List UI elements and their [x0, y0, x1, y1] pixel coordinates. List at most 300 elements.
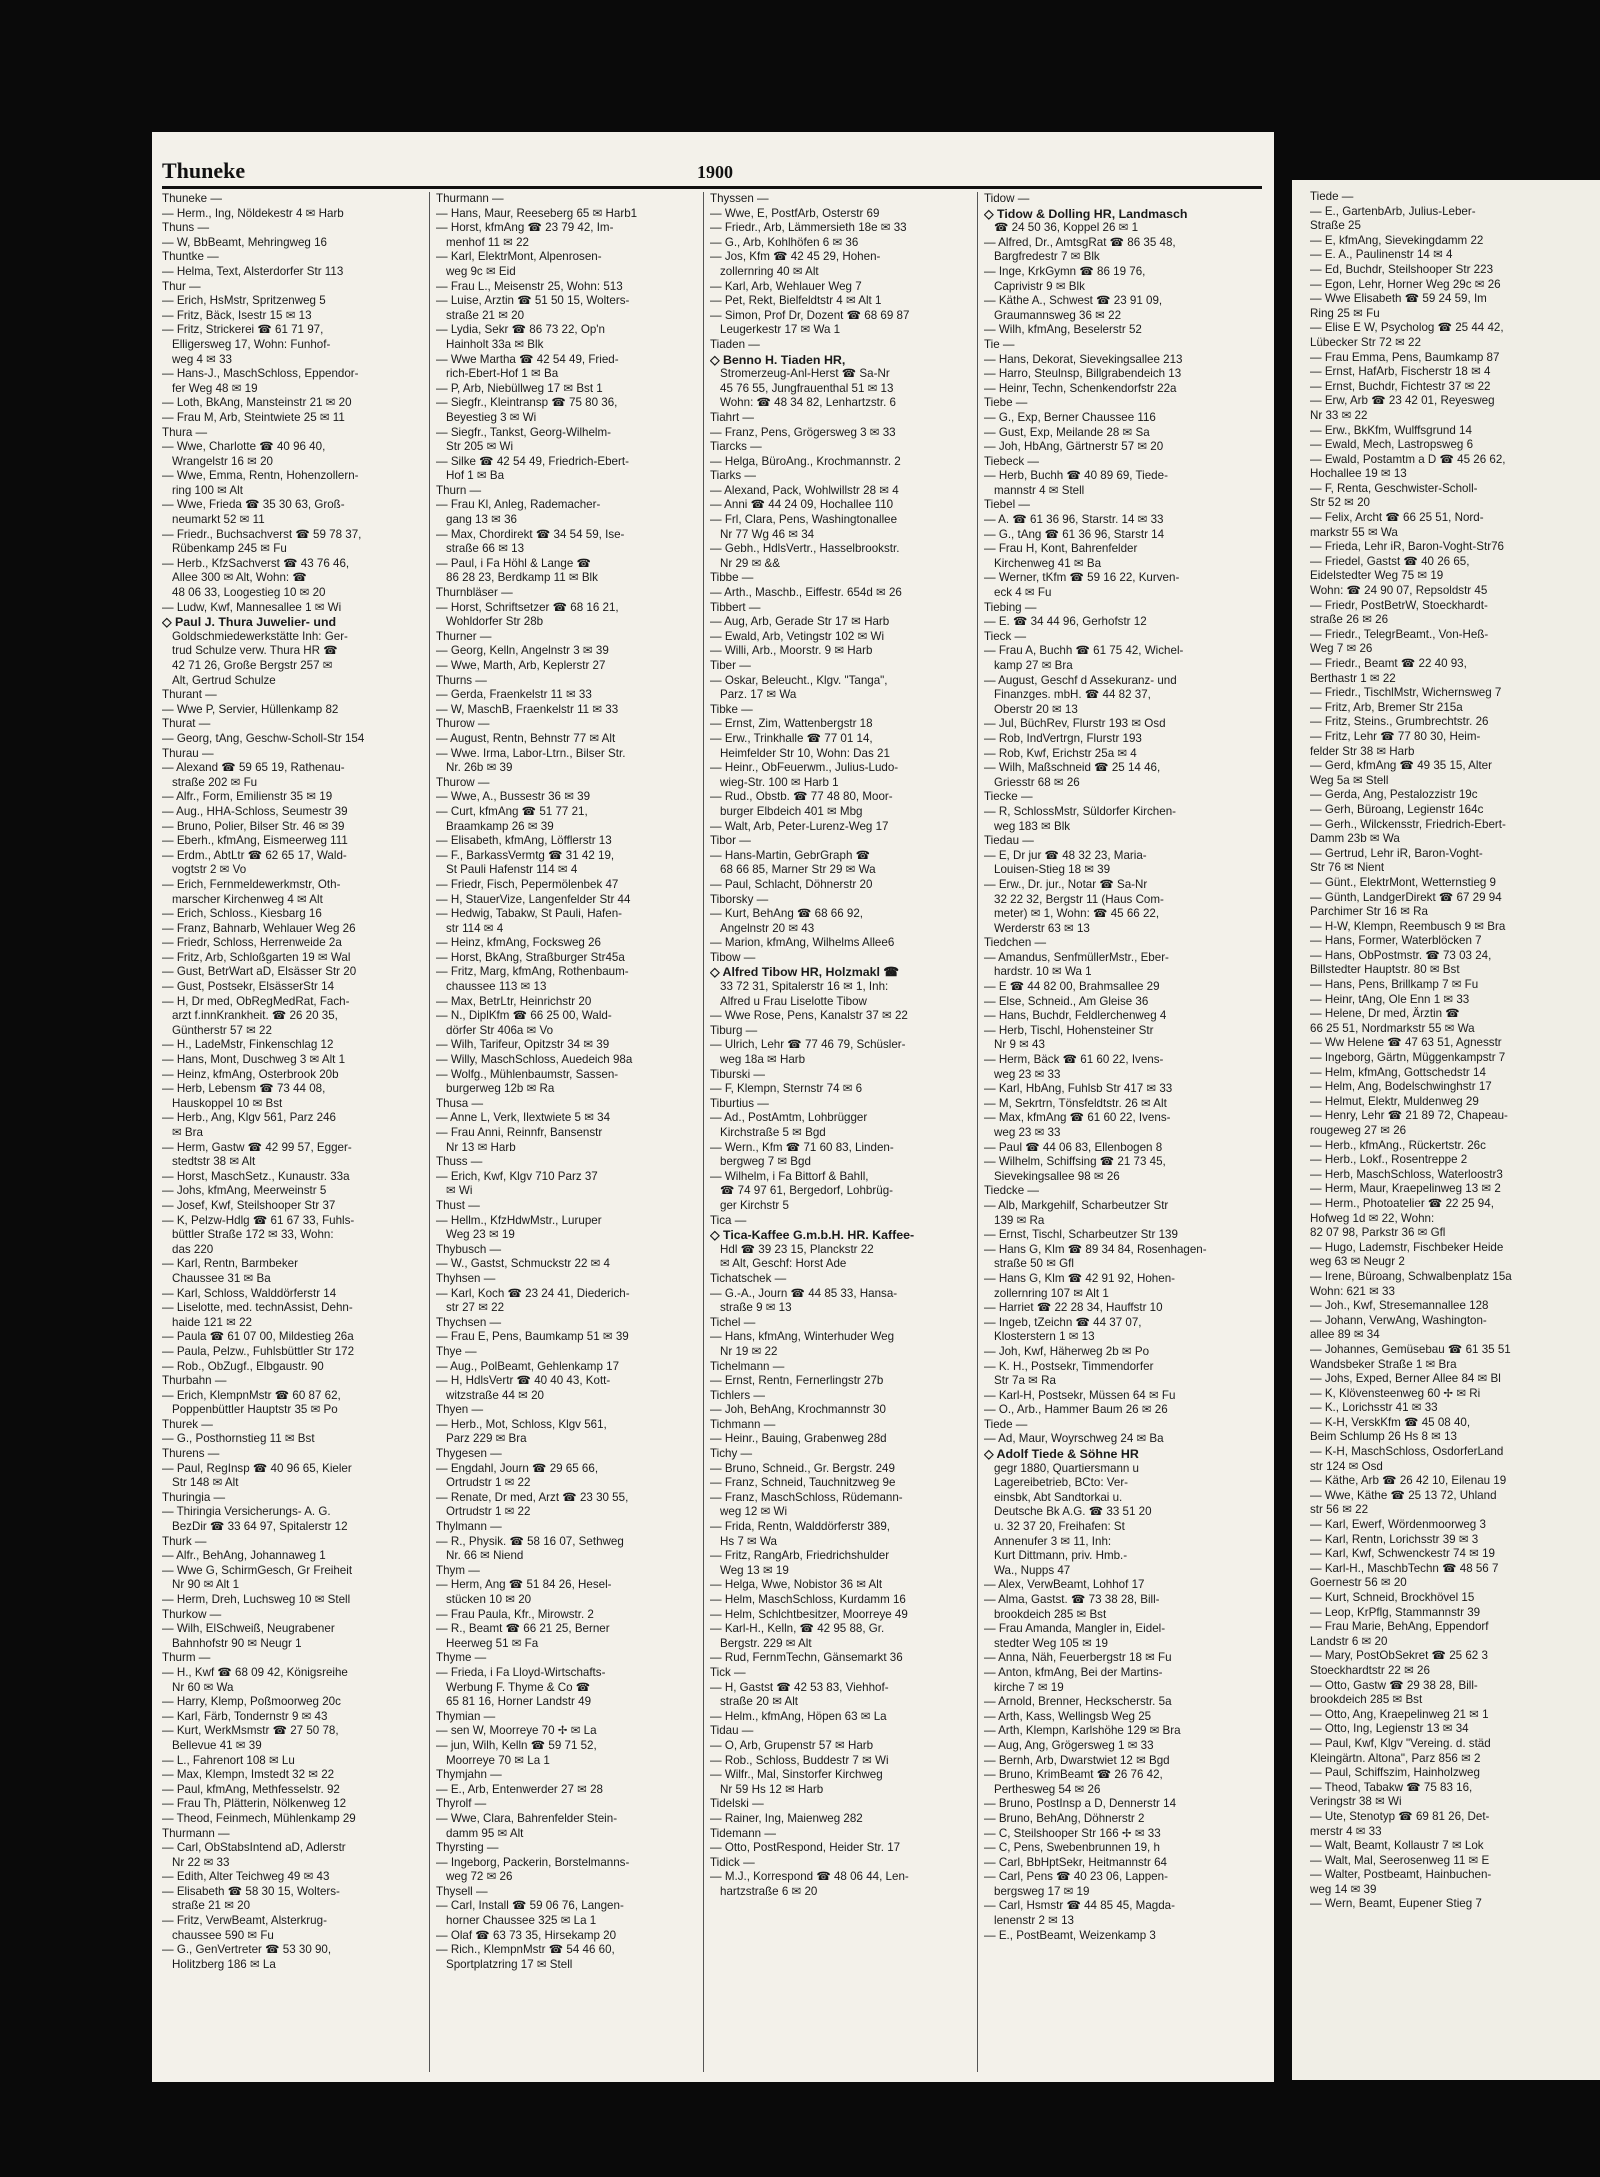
directory-entry-line: — Fritz, Arb, Bremer Str 215a	[1310, 700, 1463, 714]
directory-entry-line: — G., GenVertreter ☎ 53 30 90,	[162, 1943, 332, 1957]
directory-entry-line: — Friedr., TelegrBeamt., Von-Heß-	[1310, 627, 1489, 641]
directory-entry-line: — Frieda, Lehr iR, Baron-Voght-Str76	[1310, 540, 1504, 554]
directory-entry-line: Weg 5a ✉ Stell	[1310, 773, 1389, 787]
directory-entry-line: — E., PostBeamt, Weizenkamp 3	[984, 1928, 1156, 1942]
directory-entry-line: — Karl, Koch ☎ 23 24 41, Diederich-	[436, 1286, 630, 1300]
directory-entry-line: straße 202 ✉ Fu	[172, 775, 258, 789]
directory-entry-line: — L., Fahrenort 108 ✉ Lu	[162, 1753, 295, 1767]
directory-entry-line: Braamkamp 26 ✉ 39	[446, 819, 554, 833]
directory-entry-line: weg 18a ✉ Harb	[720, 1053, 806, 1067]
directory-entry-line: — Ernst, HafArb, Fischerstr 18 ✉ 4	[1310, 365, 1491, 379]
directory-entry-line: — Helm, kfmAng, Gottschedstr 14	[1310, 1065, 1486, 1079]
directory-entry-line: — Kurt, BehAng ☎ 68 66 92,	[710, 907, 864, 921]
directory-entry-line: Sportplatzring 17 ✉ Stell	[446, 1957, 573, 1971]
directory-entry-line: Thurant —	[162, 688, 217, 702]
directory-entry-line: — Erw., BkKfm, Wulffsgrund 14	[1310, 423, 1472, 437]
directory-entry-line: — Heinr, Techn, Schenkendorfstr 22a	[984, 381, 1177, 395]
directory-entry-line: Klosterstern 1 ✉ 13	[994, 1330, 1095, 1344]
directory-entry-line: Tidick —	[710, 1855, 755, 1869]
directory-entry-line: — Edith, Alter Teichweg 49 ✉ 43	[162, 1870, 330, 1884]
directory-entry-line: — Loth, BkAng, Mansteinstr 21 ✉ 20	[162, 396, 352, 410]
directory-entry-line: — Alb, Markgehilf, Scharbeutzer Str	[984, 1198, 1169, 1212]
directory-entry-line: — Georg, Kelln, Angelnstr 3 ✉ 39	[436, 644, 609, 658]
directory-entry-line: Tichatschek —	[710, 1271, 787, 1285]
directory-entry-line: — H, Gastst ☎ 42 53 83, Viehhof-	[710, 1680, 889, 1694]
directory-entry-line: — Horst, kfmAng ☎ 23 79 42, Im-	[436, 221, 614, 235]
directory-entry-line: — Hedwig, Tabakw, St Pauli, Hafen-	[436, 907, 623, 921]
directory-entry-line: BezDir ☎ 33 64 97, Spitalerstr 12	[172, 1520, 348, 1534]
next-page-fragment	[1292, 180, 1600, 2080]
directory-entry-line: — Eberh., kfmAng, Eismeerweg 111	[162, 834, 348, 848]
directory-entry-line: — G., tAng ☎ 61 36 96, Starstr 14	[984, 527, 1165, 541]
directory-entry-line: Tica —	[710, 1213, 747, 1227]
directory-entry-line: Tiebel —	[984, 498, 1030, 512]
directory-entry-line: — Wwe, Marth, Arb, Keplerstr 27	[436, 659, 606, 672]
directory-entry-line: Thurk —	[162, 1534, 207, 1548]
directory-entry-line: Allee 300 ✉ Alt, Wohn: ☎	[172, 571, 307, 585]
directory-entry-line: Wandsbeker Straße 1 ✉ Bra	[1310, 1357, 1457, 1371]
directory-entry-line: — Johs, Exped, Berner Allee 84 ✉ Bl	[1310, 1372, 1501, 1386]
directory-entry-line: — Wern, Beamt, Eupener Stieg 7	[1310, 1897, 1482, 1911]
directory-entry-line: — Rich., KlempnMstr ☎ 54 46 60,	[436, 1943, 615, 1957]
directory-entry-line: — Hans-Martin, GebrGraph ☎	[710, 848, 871, 862]
directory-entry-line: — Herm, Dreh, Luchsweg 10 ✉ Stell	[162, 1593, 351, 1606]
directory-entry-line: chaussee 113 ✉ 13	[446, 980, 547, 994]
directory-entry-line: ☎ 24 50 36, Koppel 26 ✉ 1	[994, 221, 1139, 235]
directory-entry-line: — Wilh, kfmAng, Beselerstr 52	[984, 323, 1142, 337]
directory-entry-line: — Herm, Gastw ☎ 42 99 57, Egger-	[162, 1140, 352, 1154]
directory-entry-line: Tieck —	[984, 629, 1027, 643]
directory-entry-line: — Friedel, Gastst ☎ 40 26 65,	[1310, 554, 1470, 568]
directory-entry-line: — Max, Chordirekt ☎ 34 54 59, Ise-	[436, 527, 625, 541]
directory-entry-line: einsbk, Abt Sandtorkai u.	[994, 1490, 1123, 1504]
directory-entry-line: Hof 1 ✉ Ba	[446, 469, 505, 483]
directory-entry-line: — Gust, Exp, Meilande 28 ✉ Sa	[984, 425, 1150, 439]
directory-entry-line: — Wwe P, Servier, Hüllenkamp 82	[162, 702, 339, 716]
directory-entry-line: — Rob., ObZugf., Elbgaustr. 90	[162, 1359, 324, 1373]
directory-entry-line: — Heinr., Bauing, Grabenweg 28d	[710, 1432, 887, 1446]
directory-entry-line: — Hellm., KfzHdwMstr., Luruper	[436, 1213, 602, 1227]
directory-entry-line: Stoeckhardtstr 22 ✉ 26	[1310, 1663, 1430, 1677]
directory-entry-line: — Ernst, Buchdr, Fichtestr 37 ✉ 22	[1310, 379, 1491, 393]
directory-entry-line: Tibow —	[710, 950, 756, 964]
directory-entry-line: — Franz, Bahnarb, Wehlauer Weg 26	[162, 921, 356, 935]
directory-entry-line: — Simon, Prof Dr, Dozent ☎ 68 69 87	[710, 308, 910, 322]
directory-entry-line: — Marion, kfmAng, Wilhelms Allee6	[710, 936, 895, 950]
directory-entry-line: — Rob, IndVertrgn, Flurstr 193	[984, 731, 1142, 745]
directory-entry-line: — Wwe Rose, Pens, Kanalstr 37 ✉ 22	[710, 1009, 908, 1023]
directory-entry-line: Stromerzeug-Anl-Herst ☎ Sa-Nr	[720, 367, 890, 381]
directory-entry-line: Tiahrt —	[710, 410, 755, 424]
directory-entry-line: — K, Klövensteenweg 60 ✢ ✉ Ri	[1310, 1386, 1481, 1400]
directory-entry-line: — E. A., Paulinenstr 14 ✉ 4	[1310, 248, 1453, 262]
directory-entry-line: allee 89 ✉ 34	[1310, 1328, 1380, 1342]
directory-entry-line: — Bruno, Schneid., Gr. Bergstr. 249	[710, 1461, 895, 1475]
directory-entry-line: Thyssen —	[710, 192, 769, 205]
directory-entry-line: — Alex, VerwBeamt, Lohhof 17	[984, 1578, 1145, 1592]
directory-entry-line: — Walt, Arb, Peter-Lurenz-Weg 17	[710, 819, 889, 833]
directory-entry-line: — Harriet ☎ 22 28 34, Hauffstr 10	[984, 1301, 1163, 1315]
directory-entry-line: Rübenkamp 245 ✉ Fu	[172, 542, 287, 556]
directory-entry-line: — Heinr, tAng, Ole Enn 1 ✉ 33	[1310, 992, 1470, 1006]
directory-entry-line: — Hugo, Lademstr, Fischbeker Heide	[1310, 1240, 1504, 1254]
directory-entry-line: — Wilh, Maßschneid ☎ 25 14 46,	[984, 761, 1161, 775]
directory-entry-line: — Carl, Hsmstr ☎ 44 85 45, Magda-	[984, 1899, 1175, 1913]
directory-entry-line: Thym —	[436, 1563, 480, 1577]
directory-entry-line: Chaussee 31 ✉ Ba	[172, 1271, 271, 1285]
directory-entry-line: ◇ Alfred Tibow HR, Holzmakl ☎	[710, 965, 899, 980]
directory-entry-line: Hofweg 1d ✉ 22, Wohn:	[1310, 1211, 1435, 1225]
directory-entry-line: — Paula, Pelzw., Fuhlsbüttler Str 172	[162, 1344, 355, 1358]
directory-entry-line: Leugerkestr 17 ✉ Wa 1	[720, 323, 841, 337]
directory-entry-line: — Friedr., Arb, Lämmersieth 18e ✉ 33	[710, 221, 907, 235]
directory-entry-line: — Harro, Steulnsp, Billgrabendeich 13	[984, 367, 1182, 381]
directory-entry-line: hardstr. 10 ✉ Wa 1	[994, 965, 1092, 979]
directory-entry-line: Str 148 ✉ Alt	[172, 1476, 239, 1490]
directory-entry-line: — Herb., Mot, Schloss, Klgv 561,	[436, 1417, 607, 1431]
directory-entry-line: — Harry, Klemp, Poßmoorweg 20c	[162, 1695, 341, 1709]
directory-entry-line: — Gerda, Ang, Pestalozzistr 19c	[1310, 788, 1478, 802]
directory-entry-line: fer Weg 48 ✉ 19	[172, 381, 258, 395]
directory-entry-line: 33 72 31, Spitalerstr 16 ✉ 1, Inh:	[720, 980, 889, 994]
directory-entry-line: Graumannsweg 36 ✉ 22	[994, 308, 1122, 322]
directory-entry-line: — Ernst, Tischl, Scharbeutzer Str 139	[984, 1228, 1178, 1242]
directory-entry-line: — Joh, Kwf, Häherweg 2b ✉ Po	[984, 1344, 1150, 1358]
directory-entry-line: — Josef, Kwf, Steilshooper Str 37	[162, 1198, 336, 1212]
directory-entry-line: Thurow —	[436, 717, 490, 731]
directory-entry-line: — Inge, KrkGymn ☎ 86 19 76,	[984, 264, 1146, 278]
directory-entry-line: — Herm, Bäck ☎ 61 60 22, Ivens-	[984, 1053, 1164, 1067]
directory-entry-line: weg 23 ✉ 33	[994, 1067, 1061, 1081]
directory-entry-line: Tibbe —	[710, 571, 754, 585]
directory-entry-line: — Leop, KrPflg, Stammannstr 39	[1310, 1605, 1481, 1619]
directory-entry-line: bergsweg 17 ✉ 19	[994, 1884, 1090, 1898]
directory-entry-line: — Herb., Lokf., Rosentreppe 2	[1310, 1153, 1468, 1167]
directory-entry-line: — Aug, Arb, Gerade Str 17 ✉ Harb	[710, 615, 890, 629]
directory-entry-line: Hs 7 ✉ Wa	[720, 1534, 777, 1548]
directory-entry-line: — Ed, Buchdr, Steilshooper Str 223	[1310, 262, 1494, 276]
directory-entry-line: ◇ Paul J. Thura Juwelier- und	[162, 615, 337, 630]
directory-entry-line: — Theod, Feinmech, Mühlenkamp 29	[162, 1811, 356, 1825]
directory-entry-line: — H-W, Klempn, Reembusch 9 ✉ Bra	[1310, 919, 1506, 933]
directory-entry-line: Wa., Nupps 47	[994, 1563, 1071, 1577]
directory-entry-line: 66 25 51, Nordmarkstr 55 ✉ Wa	[1310, 1021, 1475, 1035]
directory-entry-line: Tiaden —	[710, 337, 760, 351]
directory-entry-line: — Franz, Pens, Grögersweg 3 ✉ 33	[710, 425, 896, 439]
directory-entry-line: Tiborsky —	[710, 892, 769, 906]
directory-entry-line: 139 ✉ Ra	[994, 1213, 1045, 1227]
directory-entry-line: — Herm, Maur, Kraepelinweg 13 ✉ 2	[1310, 1182, 1501, 1196]
directory-entry-line: — Ad, Maur, Woyrschweg 24 ✉ Ba	[984, 1432, 1164, 1446]
directory-entry-line: straße 9 ✉ 13	[720, 1301, 792, 1315]
directory-entry-line: — H., Kwf ☎ 68 09 42, Königsreihe	[162, 1665, 348, 1679]
directory-entry-line: — Wwe, Käthe ☎ 25 13 72, Uhland	[1310, 1488, 1497, 1502]
directory-entry-line: — Horst, Schriftsetzer ☎ 68 16 21,	[436, 600, 619, 614]
directory-entry-line: — Horst, BkAng, Straßburger Str45a	[436, 950, 625, 964]
directory-entry-line: felder Str 38 ✉ Harb	[1310, 744, 1415, 758]
directory-entry-line: — Günth, LandgerDirekt ☎ 67 29 94	[1310, 890, 1502, 904]
directory-entry-line: — Anton, kfmAng, Bei der Martins-	[984, 1665, 1163, 1679]
directory-entry-line: Sievekingsallee 98 ✉ 26	[994, 1169, 1120, 1183]
directory-entry-line: meter) ✉ 1, Wohn: ☎ 45 66 22,	[994, 907, 1160, 921]
directory-entry-line: — Hans, Mont, Duschweg 3 ✉ Alt 1	[162, 1053, 346, 1067]
directory-entry-line: Thur —	[162, 279, 201, 293]
directory-entry-line: — Ad., PostAmtm, Lohbrügger	[710, 1111, 868, 1125]
directory-entry-line: — Franz, Schneid, Tauchnitzweg 9e	[710, 1476, 896, 1490]
directory-entry-line: Thust —	[436, 1198, 480, 1212]
directory-entry-line: Thurow —	[436, 775, 490, 789]
directory-entry-line: — Ewald, Arb, Vetingstr 102 ✉ Wi	[710, 629, 885, 643]
directory-entry-line: Thymian —	[436, 1709, 496, 1723]
directory-entry-line: Tiburg —	[710, 1023, 758, 1037]
directory-entry-line: — Heinz, kfmAng, Osterbrook 20b	[162, 1067, 339, 1081]
directory-entry-line: Lagereibetrieb, BCto: Ver-	[994, 1476, 1129, 1490]
directory-entry-line: ✉ Alt, Geschf: Horst Ade	[720, 1257, 847, 1271]
directory-entry-line: Tichmann —	[710, 1417, 776, 1431]
directory-entry-line: — Alfr., Form, Emilienstr 35 ✉ 19	[162, 790, 333, 804]
directory-entry-line: — Lydia, Sekr ☎ 86 73 22, Op'n	[436, 323, 605, 337]
directory-entry-line: — R, SchlossMstr, Süldorfer Kirchen-	[984, 804, 1176, 818]
directory-entry-line: — Elisabeth ☎ 58 30 15, Wolters-	[162, 1884, 340, 1898]
directory-entry-line: — Georg, tAng, Geschw-Scholl-Str 154	[162, 731, 365, 745]
directory-entry-line: Tichel —	[710, 1315, 756, 1329]
directory-entry-line: — Alfr., BehAng, Johannaweg 1	[162, 1549, 326, 1563]
directory-entry-line: stücken 10 ✉ 20	[446, 1593, 532, 1606]
directory-entry-line: — R., Physik. ☎ 58 16 07, Sethweg	[436, 1534, 624, 1548]
directory-entry-line: Thurkow —	[162, 1607, 222, 1621]
directory-entry-line: 32 22 32, Bergstr 11 (Haus Com-	[994, 892, 1164, 906]
directory-entry-line: — Gerda, Fraenkelstr 11 ✉ 33	[436, 688, 592, 702]
directory-entry-line: — Liselotte, med. technAssist, Dehn-	[162, 1301, 353, 1315]
directory-entry-line: — Karl, Kwf, Schwenckestr 74 ✉ 19	[1310, 1547, 1495, 1561]
directory-entry-line: — Jul, BüchRev, Flurstr 193 ✉ Osd	[984, 717, 1166, 731]
directory-entry-line: — jun, Wilh, Kelln ☎ 59 71 52,	[436, 1738, 597, 1752]
directory-entry-line: rich-Ebert-Hof 1 ✉ Ba	[446, 367, 559, 381]
directory-entry-line: Thyrsting —	[436, 1841, 499, 1855]
page-number: 1900	[697, 162, 733, 182]
directory-entry-line: brookdeich 285 ✉ Bst	[994, 1607, 1107, 1621]
directory-entry-line: — Fritz, VerwBeamt, Alsterkrug-	[162, 1914, 327, 1928]
directory-entry-line: — Elisabeth, kfmAng, Löfflerstr 13	[436, 834, 612, 848]
directory-entry-line: 68 66 85, Marner Str 29 ✉ Wa	[720, 863, 876, 877]
directory-entry-line: 82 07 98, Parkstr 36 ✉ Gfl	[1310, 1226, 1446, 1240]
directory-entry-line: Kurt Dittmann, priv. Hmb.-	[994, 1549, 1128, 1563]
directory-entry-line: — Anne L, Verk, Ilextwiete 5 ✉ 34	[436, 1111, 611, 1125]
directory-entry-line: — Frau Th, Plätterin, Nölkenweg 12	[162, 1797, 347, 1811]
directory-entry-line: — Carl, Pens ☎ 40 23 06, Lappen-	[984, 1870, 1168, 1884]
directory-entry-line: — Karl-H, Postsekr, Müssen 64 ✉ Fu	[984, 1388, 1176, 1402]
directory-entry-line: — Werner, tKfm ☎ 59 16 22, Kurven-	[984, 571, 1180, 585]
directory-entry-line: — Helga, BüroAng., Krochmannstr. 2	[710, 454, 901, 468]
directory-entry-line: — N., DiplKfm ☎ 66 25 00, Wald-	[436, 1009, 612, 1023]
directory-entry-line: — Erich, HsMstr, Spritzenweg 5	[162, 294, 326, 308]
directory-entry-line: — Otto, Ang, Kraepelinweg 21 ✉ 1	[1310, 1707, 1489, 1721]
directory-entry-line: — Wwe, Clara, Bahrenfelder Stein-	[436, 1811, 618, 1825]
directory-entry-line: Thychsen —	[436, 1315, 502, 1329]
directory-entry-line: — Paul, kfmAng, Methfesselstr. 92	[162, 1782, 340, 1796]
directory-entry-line: — Alfred, Dr., AmtsgRat ☎ 86 35 48,	[984, 235, 1176, 249]
directory-entry-line: Perthesweg 54 ✉ 26	[994, 1782, 1101, 1796]
directory-entry-line: — Willy, MaschSchloss, Auedeich 98a	[436, 1053, 633, 1067]
directory-entry-line: Tiburtius —	[710, 1096, 769, 1110]
directory-entry-line: — Ingeborg, Gärtn, Müggenkampstr 7	[1310, 1051, 1506, 1065]
directory-entry-line: — Alma, Gastst. ☎ 73 38 28, Bill-	[984, 1593, 1160, 1606]
directory-entry-line: Thurmann —	[162, 1826, 230, 1840]
directory-entry-line: — G., Posthornstieg 11 ✉ Bst	[162, 1432, 315, 1446]
directory-entry-line: — Wwe G, SchirmGesch, Gr Freiheit	[162, 1563, 353, 1577]
directory-entry-line: — Fritz, Marg, kfmAng, Rothenbaum-	[436, 965, 629, 979]
directory-entry-line: — Hans-J., MaschSchloss, Eppendor-	[162, 367, 359, 381]
directory-entry-line: Beim Schlump 26 Hs 8 ✉ 13	[1310, 1430, 1457, 1444]
directory-entry-line: Wohn: ☎ 24 90 07, Repsoldstr 45	[1310, 584, 1488, 598]
directory-entry-line: Werderstr 63 ✉ 13	[994, 921, 1090, 935]
directory-entry-line: — K-H, MaschSchloss, OsdorferLand	[1310, 1445, 1504, 1459]
directory-entry-line: — Wwe Elisabeth ☎ 59 24 59, Im	[1310, 292, 1487, 306]
directory-entry-line: — Carl, Install ☎ 59 06 76, Langen-	[436, 1899, 624, 1913]
directory-entry-line: — Otto, Gastw ☎ 29 38 28, Bill-	[1310, 1678, 1478, 1692]
directory-entry-line: — Ewald, Postamtm a D ☎ 45 26 62,	[1310, 452, 1506, 466]
directory-entry-line: — Hans, Pens, Brillkamp 7 ✉ Fu	[1310, 978, 1479, 992]
directory-entry-line: bergweg 7 ✉ Bgd	[720, 1155, 811, 1169]
directory-entry-line: Weg 13 ✉ 19	[720, 1563, 789, 1577]
directory-entry-line: Wohn: 621 ✉ 33	[1310, 1284, 1395, 1298]
directory-entry-line: Veringstr 38 ✉ Wi	[1310, 1795, 1402, 1809]
directory-entry-line: Thyen —	[436, 1403, 484, 1417]
directory-entry-line: — Erdm., AbtLtr ☎ 62 65 17, Wald-	[162, 848, 347, 862]
directory-entry-line: Wohldorfer Str 28b	[446, 615, 544, 629]
directory-entry-line: Thybusch —	[436, 1242, 502, 1256]
directory-entry-line: — Bruno, PostInsp a D, Dennerstr 14	[984, 1797, 1177, 1811]
directory-entry-line: marscher Kirchenweg 4 ✉ Alt	[172, 892, 323, 906]
directory-entry-line: — Rob., Schloss, Buddestr 7 ✉ Wi	[710, 1753, 889, 1767]
directory-entry-line: Straße 25	[1310, 219, 1361, 233]
directory-entry-line: Nr. 66 ✉ Niend	[446, 1549, 524, 1563]
directory-entry-line: — Horst, MaschSetz., Kunaustr. 33a	[162, 1169, 350, 1183]
directory-entry-line: Nr 9 ✉ 43	[994, 1038, 1045, 1052]
directory-entry-line: — Wwe, Emma, Rentn, Hohenzollern-	[162, 469, 359, 483]
directory-entry-line: — Paul, Kwf, Klgv "Vereing. d. städ	[1310, 1736, 1491, 1750]
directory-entry-line: — Curt, kfmAng ☎ 51 77 21,	[436, 804, 588, 818]
header-rule	[162, 186, 1262, 189]
directory-entry-line: Angelnstr 20 ✉ 43	[720, 921, 815, 935]
directory-entry-line: Tiedcke —	[984, 1184, 1039, 1198]
directory-entry-line: straße 21 ✉ 20	[446, 308, 525, 322]
directory-entry-line: — C, Pens, Swebenbrunnen 19, h	[984, 1841, 1160, 1855]
directory-entry-line: Tiecke —	[984, 790, 1033, 804]
directory-entry-line: — Gust, BetrWart aD, Elsässer Str 20	[162, 965, 357, 979]
directory-entry-line: Thurner —	[436, 629, 492, 643]
directory-entry-line: vogtstr 2 ✉ Vo	[172, 863, 247, 877]
directory-entry-line: Thysell —	[436, 1884, 488, 1898]
directory-entry-line: Tiedau —	[984, 834, 1034, 848]
directory-entry-line: — Paul, Schlacht, Döhnerstr 20	[710, 877, 873, 891]
directory-entry-line: — Herm., Photoatelier ☎ 22 25 94,	[1310, 1196, 1494, 1210]
directory-entry-line: — Frau E, Pens, Baumkamp 51 ✉ 39	[436, 1330, 629, 1344]
directory-entry-line: — Herb, Lebensm ☎ 73 44 08,	[162, 1082, 326, 1096]
directory-entry-line: — Joh., Kwf, Stresemannallee 128	[1310, 1299, 1489, 1313]
directory-entry-line: — H, Dr med, ObRegMedRat, Fach-	[162, 994, 350, 1008]
directory-entry-line: wieg-Str. 100 ✉ Harb 1	[720, 775, 839, 789]
directory-entry-line: — Bruno, Polier, Bilser Str. 46 ✉ 39	[162, 819, 345, 833]
directory-entry-line: — Wwe, Charlotte ☎ 40 96 40,	[162, 440, 326, 454]
directory-entry-line: — Helm, MaschSchloss, Kurdamm 16	[710, 1593, 906, 1606]
directory-entry-line: Tichy —	[710, 1447, 753, 1461]
directory-entry-line: Holitzberg 186 ✉ La	[172, 1957, 276, 1971]
directory-entry-line: Nr 33 ✉ 22	[1310, 408, 1368, 422]
directory-entry-line: — Erich, Kwf, Klgv 710 Parz 37	[436, 1169, 598, 1183]
directory-entry-line: — Friedr, Schloss, Herrenweide 2a	[162, 936, 342, 950]
directory-entry-line: — G., Exp, Berner Chaussee 116	[984, 410, 1156, 424]
directory-entry-line: Nr 60 ✉ Wa	[172, 1680, 234, 1694]
directory-entry-line: — Anna, Näh, Feuerbergstr 18 ✉ Fu	[984, 1651, 1172, 1665]
directory-entry-line: Nr 19 ✉ 22	[720, 1344, 778, 1358]
directory-entry-line: — Hans G, Klm ☎ 89 34 84, Rosenhagen-	[984, 1242, 1207, 1256]
directory-entry-line: Griesstr 68 ✉ 26	[994, 775, 1080, 789]
directory-entry-line: Nr. 26b ✉ 39	[446, 761, 513, 775]
directory-entry-line: — K. H., Postsekr, Timmendorfer	[984, 1359, 1154, 1373]
directory-entry-line: — K., Lorichsstr 41 ✉ 33	[1310, 1401, 1438, 1415]
directory-entry-line: — Paul, i Fa Höhl & Lange ☎	[436, 556, 591, 570]
directory-entry-line: — Helm., kfmAng, Höpen 63 ✉ La	[710, 1709, 887, 1723]
directory-entry-line: — Ute, Stenotyp ☎ 69 81 26, Det-	[1310, 1809, 1490, 1823]
directory-entry-line: zollernring 107 ✉ Alt 1	[994, 1286, 1109, 1300]
directory-entry-line: Kirchstraße 5 ✉ Bgd	[720, 1126, 826, 1139]
directory-entry-line: ◇ Adolf Tiede & Söhne HR	[984, 1447, 1139, 1462]
directory-entry-line: Kirchenweg 41 ✉ Ba	[994, 556, 1102, 570]
directory-entry-line: — E., GartenbArb, Julius-Leber-	[1310, 204, 1476, 218]
directory-entry-line: — Theod, Tabakw ☎ 75 83 16,	[1310, 1780, 1473, 1794]
directory-entry-line: — Bruno, KrimBeamt ☎ 26 76 42,	[984, 1768, 1163, 1782]
directory-entry-line: — Helm, Schlchtbesitzer, Moorreye 49	[710, 1607, 908, 1621]
directory-entry-line: Oberstr 20 ✉ 13	[994, 702, 1078, 716]
directory-entry-line: — Ernst, Rentn, Fernerlingstr 27b	[710, 1374, 884, 1388]
directory-entry-line: Alt, Gertrud Schulze	[172, 673, 276, 687]
directory-entry-line: — O., Arb., Hammer Baum 26 ✉ 26	[984, 1403, 1168, 1417]
directory-entry-line: — Wilh, Tarifeur, Opitzstr 34 ✉ 39	[436, 1038, 610, 1052]
directory-entry-line: das 220	[172, 1242, 214, 1256]
directory-entry-line: Güntherstr 57 ✉ 22	[172, 1023, 272, 1037]
directory-entry-line: — Paul, RegInsp ☎ 40 96 65, Kieler	[162, 1461, 352, 1475]
directory-entry-line: — Gerh., Wilckensstr, Friedrich-Ebert-	[1310, 817, 1506, 831]
directory-entry-line: — Hans, Buchdr, Feldlerchenweg 4	[984, 1009, 1167, 1023]
directory-entry-line: str 27 ✉ 22	[446, 1301, 505, 1315]
directory-entry-line: — Ulrich, Lehr ☎ 77 46 79, Schüsler-	[710, 1038, 906, 1052]
directory-entry-line: lenenstr 2 ✉ 13	[994, 1914, 1074, 1928]
directory-entry-line: — Ewald, Mech, Lastropsweg 6	[1310, 438, 1474, 452]
directory-page	[152, 132, 1274, 2082]
directory-entry-line: — Arth, Klempn, Karlshöhe 129 ✉ Bra	[984, 1724, 1181, 1738]
directory-entry-line: Eidelstedter Weg 75 ✉ 19	[1310, 569, 1444, 583]
column-4	[984, 192, 1252, 2072]
directory-entry-line: — Karl, Arb, Wehlauer Weg 7	[710, 279, 862, 293]
directory-entry-line: — Frau H, Kont, Bahrenfelder	[984, 542, 1138, 556]
directory-entry-line: gang 13 ✉ 36	[446, 513, 517, 527]
directory-entry-line: — Wolfg., Mühlenbaumstr, Sassen-	[436, 1067, 619, 1081]
directory-entry-line: Louisen-Stieg 18 ✉ 39	[994, 863, 1111, 877]
directory-entry-line: — Max, BetrLtr, Heinrichstr 20	[436, 994, 592, 1008]
directory-entry-line: brookdeich 285 ✉ Bst	[1310, 1693, 1423, 1707]
directory-entry-line: — Frau Emma, Pens, Baumkamp 87	[1310, 350, 1500, 364]
directory-entry-line: Tiedchen —	[984, 936, 1047, 950]
directory-entry-line: — Fritz, RangArb, Friedrichshulder	[710, 1549, 890, 1563]
directory-entry-line: — Erich, Schloss., Kiesbarg 16	[162, 907, 322, 921]
directory-entry-line: — Erw., Trinkhalle ☎ 77 01 14,	[710, 731, 873, 745]
directory-entry-line: — Walter, Postbeamt, Hainbuchen-	[1310, 1868, 1492, 1882]
directory-entry-line: ◇ Tidow & Dolling HR, Landmasch	[984, 206, 1188, 221]
directory-entry-line: — Amandus, SenfmüllerMstr., Eber-	[984, 950, 1169, 964]
directory-entry-line: — Karl-H., Kelln, ☎ 42 95 88, Gr.	[710, 1622, 885, 1636]
directory-entry-line: — G., Arb, Kohlhöfen 6 ✉ 36	[710, 235, 859, 249]
